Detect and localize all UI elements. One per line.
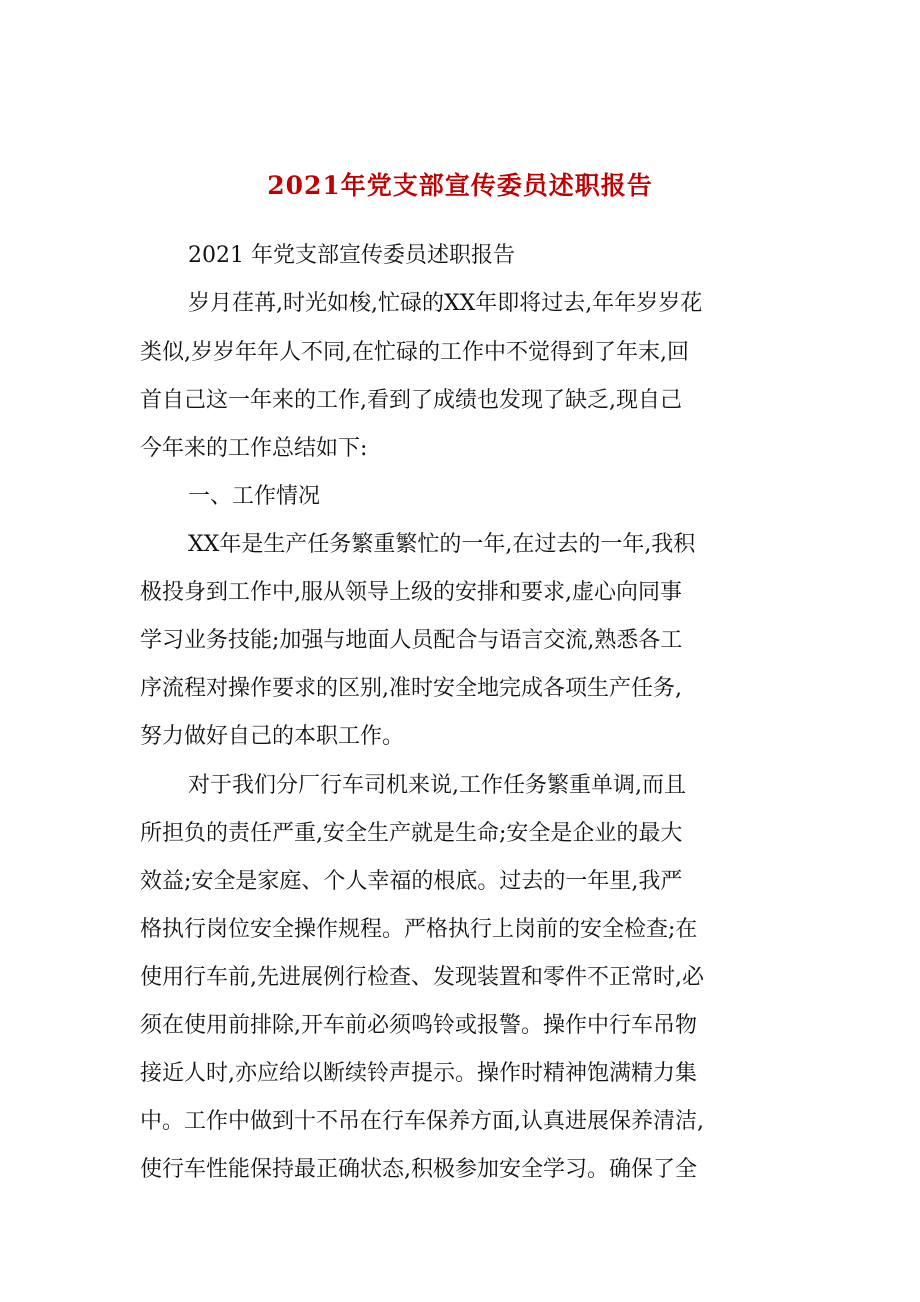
body-line: 须在使用前排除,开车前必须鸣铃或报警。操作中行车吊物 [140, 1013, 697, 1038]
body-line: 所担负的责任严重,安全生产就是生命;安全是企业的最大 [140, 821, 683, 846]
body-line: 对于我们分厂行车司机来说,工作任务繁重单调,而且 [188, 773, 686, 798]
body-line: 类似,岁岁年年人不同,在忙碌的工作中不觉得到了年末,回 [140, 340, 689, 365]
body-line: 使行车性能保持最正确状态,积极参加安全学习。确保了全 [140, 1157, 697, 1182]
body-line: XX年是生产任务繁重繁忙的一年,在过去的一年,我积 [188, 532, 696, 557]
body-line: 首自己这一年来的工作,看到了成绩也发现了缺乏,现自己 [140, 388, 682, 413]
body-line: 岁月荏苒,时光如梭,忙碌的XX年即将过去,年年岁岁花 [188, 291, 703, 316]
document-title: 2021年党支部宣传委员述职报告 [267, 171, 653, 200]
body-line: 努力做好自己的本职工作。 [140, 724, 405, 749]
body-line: 今年来的工作总结如下: [140, 436, 368, 461]
body-line: 序流程对操作要求的区别,准时安全地完成各项生产任务, [140, 676, 682, 701]
body-line: 接近人时,亦应给以断续铃声提示。操作时精神饱满精力集 [140, 1061, 697, 1086]
body-line: 中。工作中做到十不吊在行车保养方面,认真进展保养清洁, [140, 1109, 704, 1134]
body-line-subtitle: 2021 年党支部宣传委员述职报告 [188, 243, 515, 268]
section-heading: 一、工作情况 [188, 484, 321, 509]
body-line: 极投身到工作中,服从领导上级的安排和要求,虚心向同事 [140, 580, 682, 605]
body-line: 使用行车前,先进展例行检查、发现装置和零件不正常时,必 [140, 965, 704, 990]
body-line: 效益;安全是家庭、个人幸福的根底。过去的一年里,我严 [140, 869, 683, 894]
body-line: 格执行岗位安全操作规程。严格执行上岗前的安全检查;在 [140, 917, 698, 942]
body-line: 学习业务技能;加强与地面人员配合与语言交流,熟悉各工 [140, 628, 683, 653]
